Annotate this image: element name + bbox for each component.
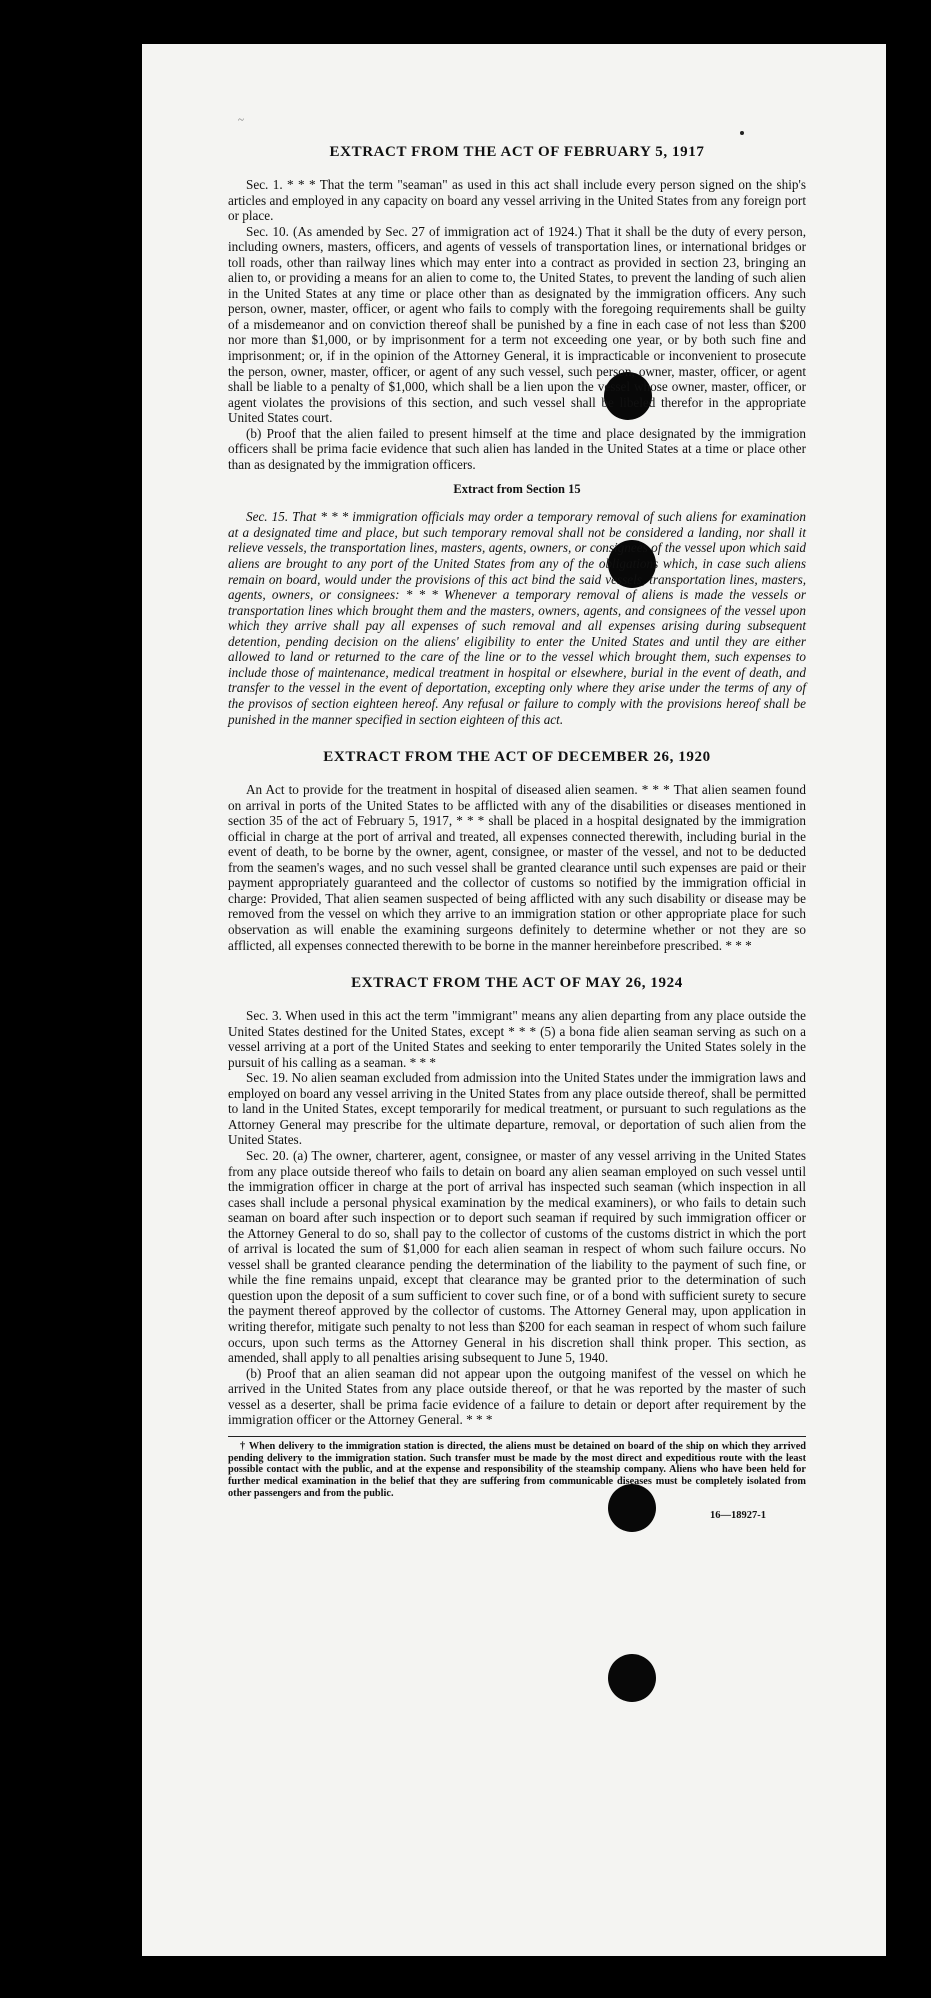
speck — [740, 131, 744, 135]
heading-act-1924: EXTRACT FROM THE ACT OF MAY 26, 1924 — [351, 975, 683, 992]
form-number: 16—18927-1 — [710, 1509, 766, 1521]
paragraph-section-15: Sec. 15. That * * * immigration officials may order a temporary removal of such aliens for examination at a designated time and place, but such temporary removal shall not be considered a landing, nor shall it relieve vessels, the transportation lines, masters, agents, owners, or consignees of the vessel upon which said aliens are brought to any port of the United States from any of the obligations which, in case such aliens remain on board, would under the provisions of this act bind the said vessels, transportation lines, masters, agents, owners, or consignees: * * * Whenever a temporary removal of aliens is made the vessels or transportation lines which brought them and the masters, owners, agents, and consignees of the vessel upon which they arrive shall pay all expenses of such removal and all expenses arising during subsequent detention, pending decision on the aliens' eligibility to enter the United States and until they are either allowed to land or returned to the care of the line or to the vessel which brought them, such expenses to include those of maintenance, medical treatment in hospital or elsewhere, burial in the event of death, and transfer to the vessel in the event of deportation, excepting only where they arise under the terms of any of the provisos of section eighteen hereof. Any refusal or failure to comply with the provisions hereof shall be punished in the manner specified in section eighteen of this act. — [228, 509, 806, 727]
stamp-mark: ~ — [238, 114, 244, 126]
footnote-divider — [228, 1436, 806, 1437]
footnote: † When delivery to the immigration station is directed, the aliens must be detained on board of the ship on which they arrived pending delivery to the immigration station. Such transfer must be made by the most direct and expeditious route with the least possible contact with the public, and at the expense and responsibility of the steamship company. Aliens who have been held for further medical examination in the belief that they are suffering from communicable diseases must be completely isolated from other passengers and from the public. — [228, 1440, 806, 1500]
paragraph-sec-1: Sec. 1. * * * That the term "seaman" as used in this act shall include every person signed on the ship's articles and employed in any capacity on board any vessel arriving in the United States from any foreign port or place. — [228, 177, 806, 224]
paragraph-sec-10: Sec. 10. (As amended by Sec. 27 of immigration act of 1924.) That it shall be the duty of every person, including owners, masters, officers, and agents of vessels of transportation lines, or international bridges or toll roads, other than railway lines which may enter into a contract as provided in section 23, bringing an alien to, or providing a means for an alien to come to, the United States, to prevent the landing of such alien in the United States at any time or place other than as designated by the immigration officers. Any such person, owner, master, officer, or agent who fails to comply with the foregoing requirements shall be guilty of a misdemeanor and on conviction thereof shall be punished by a fine in each case of not less than $200 nor more than $1,000, or by imprisonment for a term not exceeding one year, or by both such fine and imprisonment; or, if in the opinion of the Attorney General, it is impracticable or inconvenient to prosecute the person, owner, master, officer, or agent of any such vessel, such person, owner, master, officer, or agent shall be liable to a penalty of $1,000, which shall be a lien upon the vessel whose owner, master, officer, or agent violates the provisions of this section, and such vessel shall be libeled therefor in the appropriate United States court. — [228, 223, 806, 426]
heading-act-1917: EXTRACT FROM THE ACT OF FEBRUARY 5, 1917 — [329, 144, 705, 160]
document-page — [142, 44, 886, 1956]
paragraph-sec-3: Sec. 3. When used in this act the term "immigrant" means any alien departing from any place outside the United States destined for the United States, except * * * (5) a bona fide alien seaman serving as such on a vessel arriving at a port of the United States and seeking to enter temporarily the United States solely in the pursuit of his calling as a seaman. * * * — [228, 1008, 806, 1070]
paragraph-sec-19: Sec. 19. No alien seaman excluded from admission into the United States under the immigration laws and employed on board any vessel arriving in the United States from any place outside thereof, shall be permitted to land in the United States, except temporarily for medical treatment, or pursuant to such regulations as the Attorney General may prescribe for the ultimate departure, removal, or deportation of such alien from the United States. — [228, 1070, 806, 1148]
paragraph-act-1920: An Act to provide for the treatment in hospital of diseased alien seamen. * * * That alien seamen found on arrival in ports of the United States to be afflicted with any of the disabilities or diseases mentioned in section 35 of the act of February 5, 1917, * * * shall be placed in a hospital designated by the immigration official in charge at the port of arrival and treated, all expenses connected therewith, including burial in the event of death, to be borne by the owner, agent, consignee, or master of the vessel, and not to be deducted from the seamen's wages, and no such vessel shall be granted clearance until such expenses are paid or their payment appropriately guaranteed and the collector of customs so notified by the immigration official in charge: Provided, That alien seamen suspected of being afflicted with any such disability or disease may be removed from the vessel on which they arrive to an immigration station or other appropriate place for such observation as will enable the examining surgeons definitely to determine whether or not they are so afflicted, all expenses connected therewith to be borne in the manner hereinbefore prescribed. * * * — [228, 782, 806, 953]
heading-act-1920: EXTRACT FROM THE ACT OF DECEMBER 26, 1920 — [323, 749, 711, 766]
paragraph-sec-10b: (b) Proof that the alien failed to present himself at the time and place designated by the immigration officers shall be prima facie evidence that such alien has landed in the United States at a time or place other than as designated by the immigration officers. — [228, 425, 806, 472]
punch-hole — [608, 1654, 656, 1702]
paragraph-sec-20a: Sec. 20. (a) The owner, charterer, agent, consignee, or master of any vessel arriving in the United States from any place outside thereof who fails to detain on board any alien seaman employed on such vessel until the immigration officer in charge at the port of arrival has inspected such seaman (which inspection in all cases shall include a personal physical examination by the medical examiners), or who fails to detain such seaman on board after such inspection or to deport such seaman if required by such immigration officer or the Attorney General to do so, shall pay to the collector of customs of the customs district in which the port of arrival is located the sum of $1,000 for each alien seaman in respect of whom such failure occurs. No vessel shall be granted clearance pending the determination of the liability to the payment of such fine, or while the fine remains unpaid, except that clearance may be granted prior to the determination of such question upon the deposit of a sum sufficient to cover such fine, or of a bond with sufficient surety to secure the payment thereof approved by the collector of customs. The Attorney General may, upon application in writing therefor, mitigate such penalty to not less than $200 for each seaman in respect of whom such failure occurs, upon such terms as the Attorney General in his discretion shall think proper. This section, as amended, shall apply to all penalties arising subsequent to June 5, 1940. — [228, 1147, 806, 1366]
paragraph-sec-20b: (b) Proof that an alien seaman did not appear upon the outgoing manifest of the vessel on which he arrived in the United States from any place outside thereof, or that he was reported by the master of such vessel as a deserter, shall be prima facie evidence of a failure to detain or deport after requirement by the immigration officer or the Attorney General. * * * — [228, 1365, 806, 1428]
heading-section-15: Extract from Section 15 — [453, 482, 581, 497]
document-body — [228, 144, 806, 1521]
